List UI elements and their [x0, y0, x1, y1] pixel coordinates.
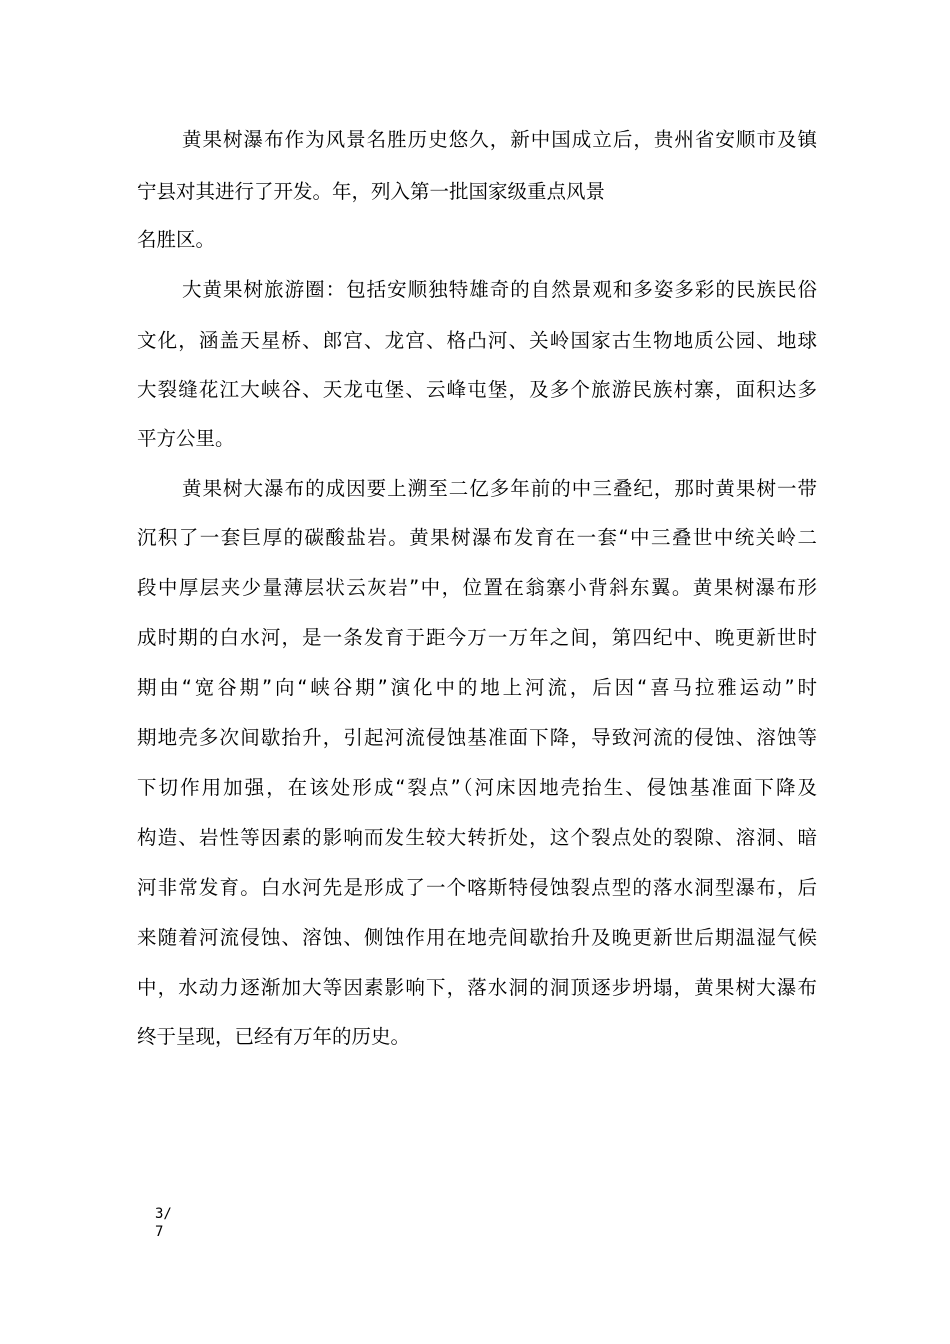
paragraph-1-line-3: 名胜区。 — [137, 228, 216, 251]
paragraph-3-line-5: 期由“宽谷期”向“峡谷期”演化中的地上河流，后因“喜马拉雅运动”时 — [137, 676, 817, 699]
paragraph-1-line-2: 宁县对其进行了开发。年，列入第一批国家级重点风景 — [137, 180, 606, 203]
page-number-top: 3/ — [155, 1206, 172, 1222]
paragraph-3-line-10: 来随着河流侵蚀、溶蚀、侧蚀作用在地壳间歇抬升及晚更新世后期温湿气候 — [137, 926, 817, 949]
page-number-bottom: 7 — [155, 1224, 164, 1240]
page-number — [155, 1205, 172, 1241]
paragraph-2-line-3: 大裂缝花江大峡谷、天龙屯堡、云峰屯堡，及多个旅游民族村寨，面积达多 — [137, 378, 817, 401]
paragraph-3-line-11: 中，水动力逐渐加大等因素影响下，落水洞的洞顶逐步坍塌，黄果树大瀑布 — [137, 976, 817, 999]
paragraph-3-line-9: 河非常发育。白水河先是形成了一个喀斯特侵蚀裂点型的落水洞型瀑布，后 — [137, 876, 817, 899]
paragraph-3-line-12: 终于呈现，已经有万年的历史。 — [137, 1025, 411, 1048]
paragraph-3-line-7: 下切作用加强，在该处形成“裂点”（河床因地壳抬生、侵蚀基准面下降及 — [137, 776, 817, 799]
paragraph-3-line-3: 段中厚层夹少量薄层状云灰岩”中，位置在翁寨小背斜东翼。黄果树瀑布形 — [137, 576, 817, 599]
paragraph-3-line-4: 成时期的白水河，是一条发育于距今万一万年之间，第四纪中、晚更新世时 — [137, 626, 817, 649]
paragraph-3-line-8: 构造、岩性等因素的影响而发生较大转折处，这个裂点处的裂隙、溶洞、暗 — [137, 826, 817, 849]
paragraph-2-line-4: 平方公里。 — [137, 427, 235, 450]
paragraph-2-line-1: 大黄果树旅游圈：包括安顺独特雄奇的自然景观和多姿多彩的民族民俗 — [182, 278, 817, 301]
paragraph-2-line-2: 文化，涵盖天星桥、郎宫、龙宫、格凸河、关岭国家古生物地质公园、地球 — [137, 329, 817, 352]
paragraph-1-line-1: 黄果树瀑布作为风景名胜历史悠久，新中国成立后，贵州省安顺市及镇 — [182, 128, 817, 151]
paragraph-3-line-6: 期地壳多次间歇抬升，引起河流侵蚀基准面下降，导致河流的侵蚀、溶蚀等 — [137, 726, 817, 749]
paragraph-3-line-2: 沉积了一套巨厚的碳酸盐岩。黄果树瀑布发育在一套“中三叠世中统关岭二 — [137, 526, 817, 549]
paragraph-3-line-1: 黄果树大瀑布的成因要上溯至二亿多年前的中三叠纪，那时黄果树一带 — [182, 477, 817, 500]
